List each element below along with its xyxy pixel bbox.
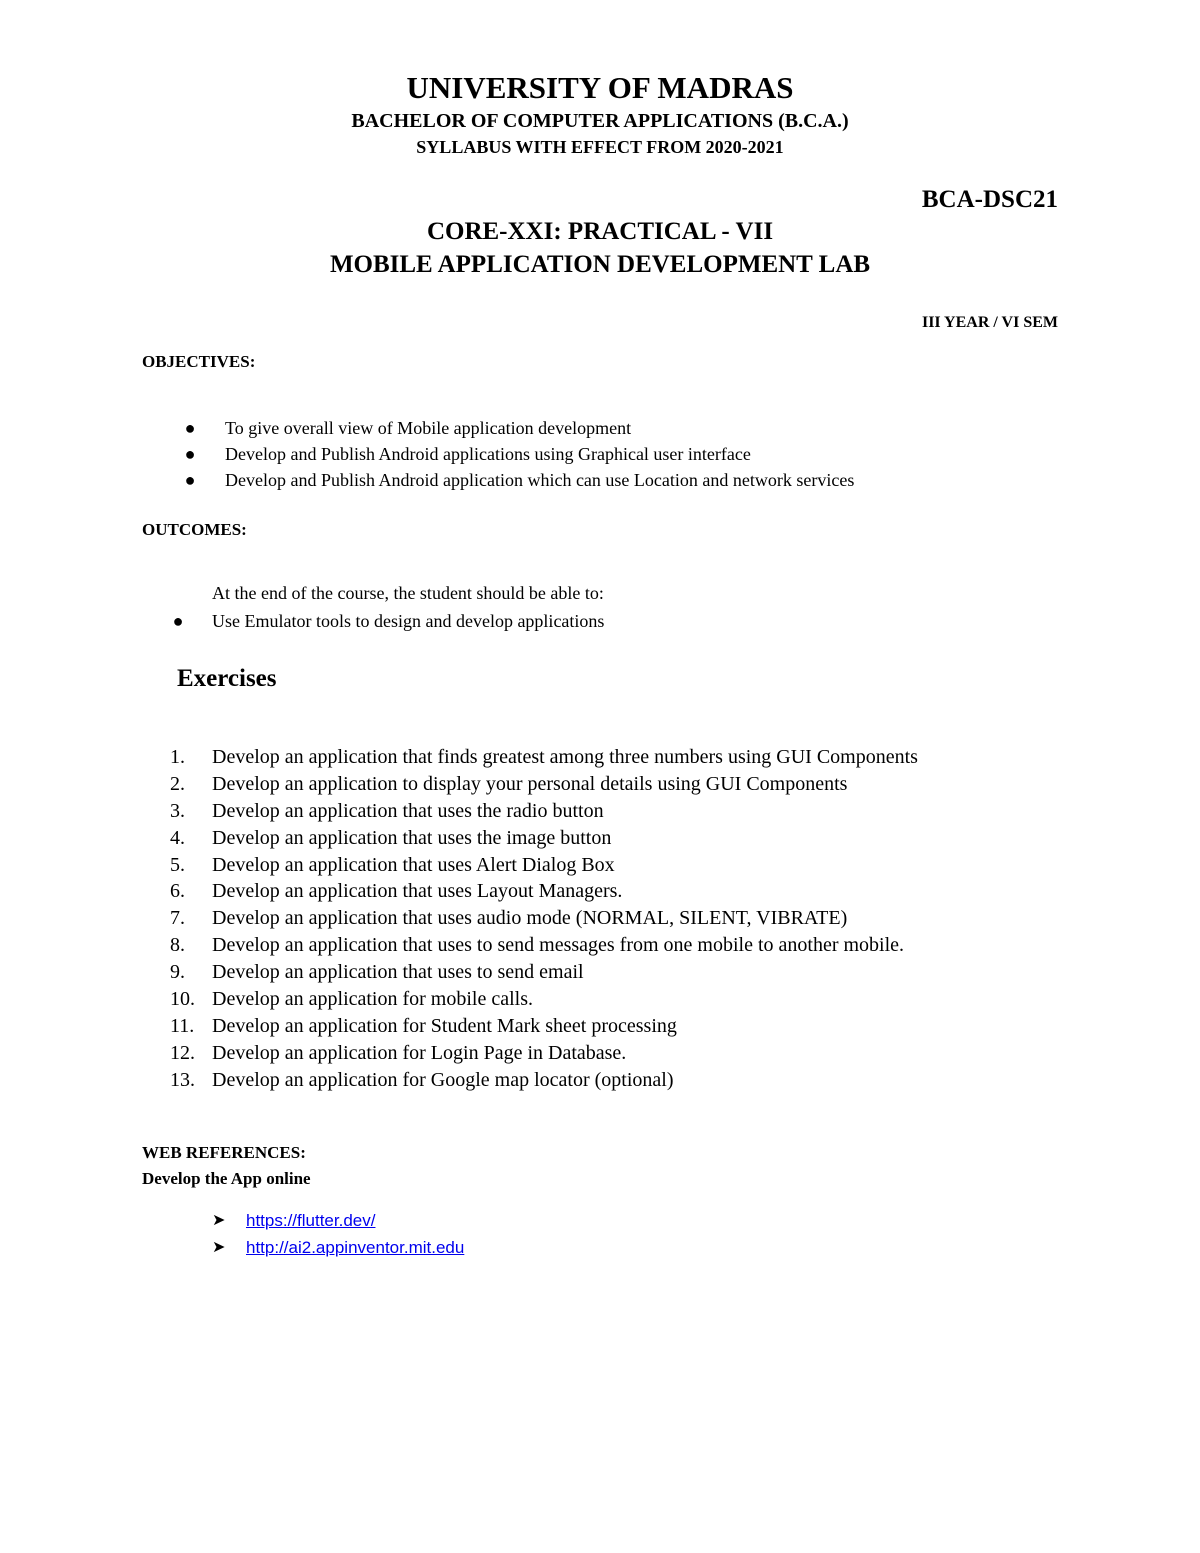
item-number: 10. — [170, 988, 195, 1011]
exercises-list — [170, 744, 918, 1094]
exercise-text: Develop an application that uses Alert Dialog Box — [212, 853, 615, 876]
arrow-bullet-icon: ➤ — [212, 1212, 226, 1229]
list-item — [170, 959, 918, 986]
list-item — [170, 852, 918, 879]
exercise-text: Develop an application for Student Mark sheet processing — [212, 1014, 677, 1037]
exercise-text: Develop an application for Login Page in Database. — [212, 1041, 627, 1064]
item-number: 2. — [170, 772, 185, 795]
item-number: 13. — [170, 1068, 195, 1091]
objective-text: Develop and Publish Android applications using Graphical user interface — [225, 444, 751, 464]
list-item — [168, 608, 604, 634]
appinventor-link[interactable]: http://ai2.appinventor.mit.edu — [246, 1238, 465, 1257]
reference-links — [212, 1207, 464, 1261]
exercise-text: Develop an application that uses the image button — [212, 826, 612, 849]
list-item — [212, 1234, 464, 1261]
item-number: 8. — [170, 934, 185, 957]
list-item — [212, 1207, 464, 1234]
outcomes-heading: OUTCOMES: — [142, 520, 247, 539]
item-number: 6. — [170, 880, 185, 903]
list-item — [180, 441, 854, 467]
outcomes-intro: At the end of the course, the student should be able to: — [212, 583, 604, 603]
exercise-text: Develop an application for Google map locator (optional) — [212, 1068, 674, 1091]
list-item — [170, 1067, 918, 1094]
list-item — [170, 1040, 918, 1067]
objectives-heading: OBJECTIVES: — [142, 352, 256, 371]
outcome-text: Use Emulator tools to design and develop applications — [212, 611, 605, 631]
objective-text: Develop and Publish Android application which can use Location and network services — [225, 470, 855, 490]
bullet-icon: ● — [184, 418, 196, 438]
course-code: BCA-DSC21 — [921, 186, 1058, 213]
web-references-subheading: Develop the App online — [142, 1169, 311, 1188]
core-title: CORE-XXI: PRACTICAL - VII — [426, 218, 774, 245]
item-number: 7. — [170, 907, 185, 930]
item-number: 11. — [170, 1014, 195, 1037]
exercise-text: Develop an application to display your personal details using GUI Components — [212, 772, 848, 795]
flutter-link[interactable]: https://flutter.dev/ — [246, 1211, 376, 1230]
item-number: 12. — [170, 1041, 195, 1064]
list-item — [180, 467, 854, 493]
list-item — [170, 744, 918, 771]
exercise-text: Develop an application that uses Layout Managers. — [212, 880, 623, 903]
degree-title: BACHELOR OF COMPUTER APPLICATIONS (B.C.A.) — [351, 110, 849, 132]
bullet-icon: ● — [172, 611, 184, 631]
objective-text: To give overall view of Mobile application development — [225, 418, 632, 438]
list-item — [170, 798, 918, 825]
exercises-heading: Exercises — [177, 665, 277, 692]
web-references-heading: WEB REFERENCES: — [142, 1143, 306, 1162]
item-number: 1. — [170, 746, 185, 768]
lab-title: MOBILE APPLICATION DEVELOPMENT LAB — [329, 251, 871, 278]
university-title: UNIVERSITY OF MADRAS — [406, 70, 794, 105]
year-semester: III YEAR / VI SEM — [921, 314, 1058, 331]
exercise-text: Develop an application that uses audio mode (NORMAL, SILENT, VIBRATE) — [212, 907, 848, 930]
arrow-bullet-icon: ➤ — [212, 1239, 226, 1256]
exercise-text: Develop an application for mobile calls. — [212, 988, 534, 1011]
bullet-icon: ● — [184, 470, 196, 490]
exercise-text: Develop an application that finds greatest among three numbers using GUI Components — [212, 746, 918, 768]
syllabus-effect: SYLLABUS WITH EFFECT FROM 2020-2021 — [416, 137, 784, 157]
list-item — [170, 878, 918, 905]
list-item — [170, 932, 918, 959]
list-item — [170, 825, 918, 852]
exercise-text: Develop an application that uses to send email — [212, 961, 584, 984]
list-item — [170, 771, 918, 798]
item-number: 5. — [170, 853, 185, 876]
exercise-text: Develop an application that uses to send messages from one mobile to another mobile. — [212, 934, 905, 957]
list-item — [170, 1013, 918, 1040]
item-number: 4. — [170, 826, 185, 849]
item-number: 3. — [170, 799, 185, 822]
outcomes-list — [168, 608, 604, 634]
objectives-list — [180, 415, 854, 493]
list-item — [170, 905, 918, 932]
list-item — [180, 415, 854, 441]
item-number: 9. — [170, 961, 185, 984]
exercise-text: Develop an application that uses the radio button — [212, 799, 604, 822]
list-item — [170, 986, 918, 1013]
bullet-icon: ● — [184, 444, 196, 464]
